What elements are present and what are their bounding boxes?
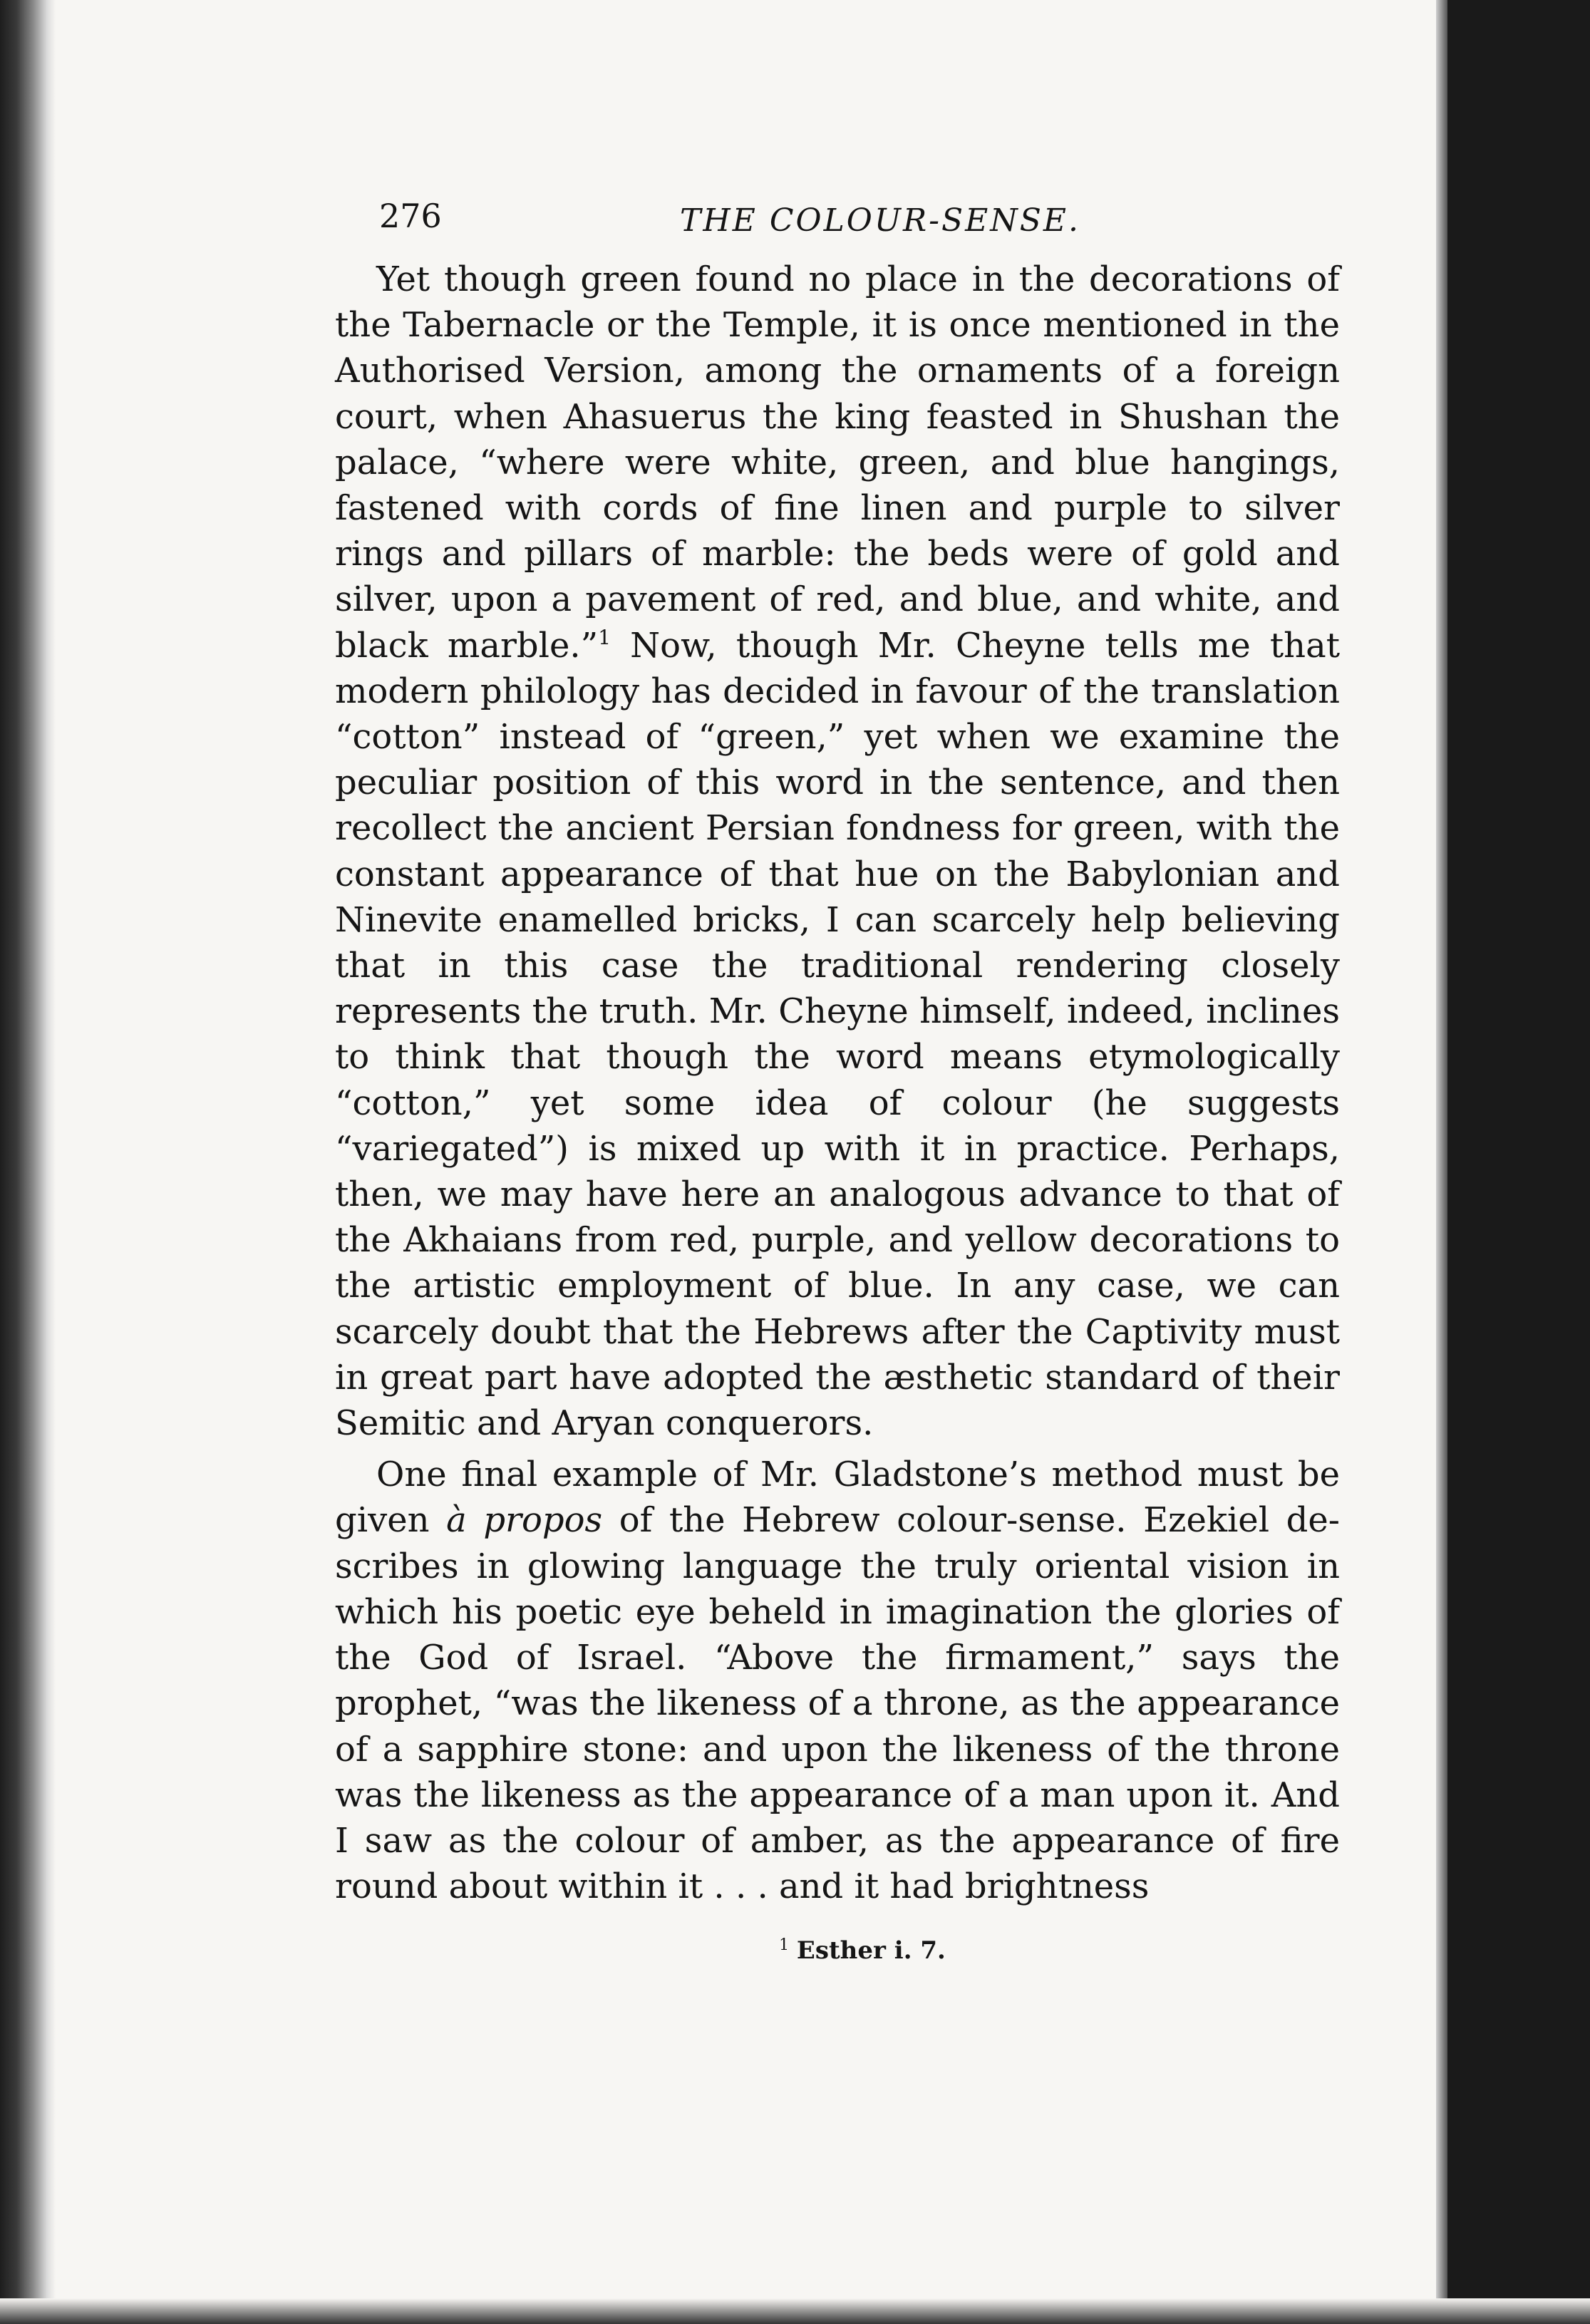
paragraph-2: [335, 1452, 1340, 1909]
book-binding-shadow-left: [0, 0, 56, 2324]
running-title: THE COLOUR-SENSE.: [680, 202, 1080, 239]
paragraph-1: [335, 257, 1340, 1446]
page-content: [335, 192, 1340, 1965]
running-head: [335, 192, 1340, 257]
book-binding-edge-right: [1436, 0, 1447, 2324]
paragraph-1-text-b: Now, though Mr. Cheyne tells me that modern philology has decided in favour of the translation “cotton” instead of “green,” yet when we examine the peculiar position of this word in the sentence, and then recollect the ancient Persian fondness for green, with the constant appearance of that hue on the Babylonian and Ninevite enamelled bricks, I can scarcely help believing that in this case the traditional rendering closely represents the truth. Mr. Cheyne himself, indeed, inclines to think that though the word means etymologically “cotton,” yet some idea of colour (he suggests “variegated”) is mixed up with it in practice. Perhaps, then, we may have here an analogous advance to that of the Akhaians from red, purple, and yellow decorations to the artistic employment of blue. In any case, we can scarcely doubt that the Hebrews after the Captivity must in great part have adopted the æsthetic standard of their Semitic and Aryan conquerors.: [335, 625, 1340, 1444]
body-text: [335, 257, 1340, 1909]
footnote-reference: 1: [598, 625, 611, 649]
page-number: 276: [379, 197, 442, 235]
footnote: [335, 1936, 1340, 1965]
paragraph-1-text-a: Yet though green found no place in the decorations of the Tabernacle or the Temple, it is once mentioned in the Authorised Version, among the ornaments of a foreign court, when Ahasuerus the king feasted in Shushan the palace, “where were white, green, and blue hangings, fastened with cords of fine linen and purple to silver rings and pillars of marble: the beds were of gold and silver, upon a pavement of red, and blue, and white, and black marble.”: [335, 259, 1340, 666]
bottom-edge-shadow: [0, 2298, 1590, 2324]
paragraph-2-italic-phrase: à propos: [446, 1500, 603, 1541]
paragraph-2-text-b: of the Hebrew colour-sense. Ezekiel describes in glowing language the truly oriental vision in which his poetic eye beheld in imagination the glories of the God of Israel. “Above the firmament,” says the prophet, “was the likeness of a throne, as the appearance of a sapphire stone: and upon the likeness of the throne was the likeness as the appearance of a man upon it. And I saw as the colour of amber, as the appearance of fire round about within it . . . and it had brightness: [335, 1500, 1340, 1907]
footnote-marker: 1: [779, 1936, 790, 1955]
book-binding-shadow-right: [1447, 0, 1590, 2324]
footnote-text: Esther i. 7.: [796, 1936, 946, 1966]
paragraph-2-text-a: One final example of Mr. Gladstone’s method must be given: [335, 1455, 1340, 1541]
